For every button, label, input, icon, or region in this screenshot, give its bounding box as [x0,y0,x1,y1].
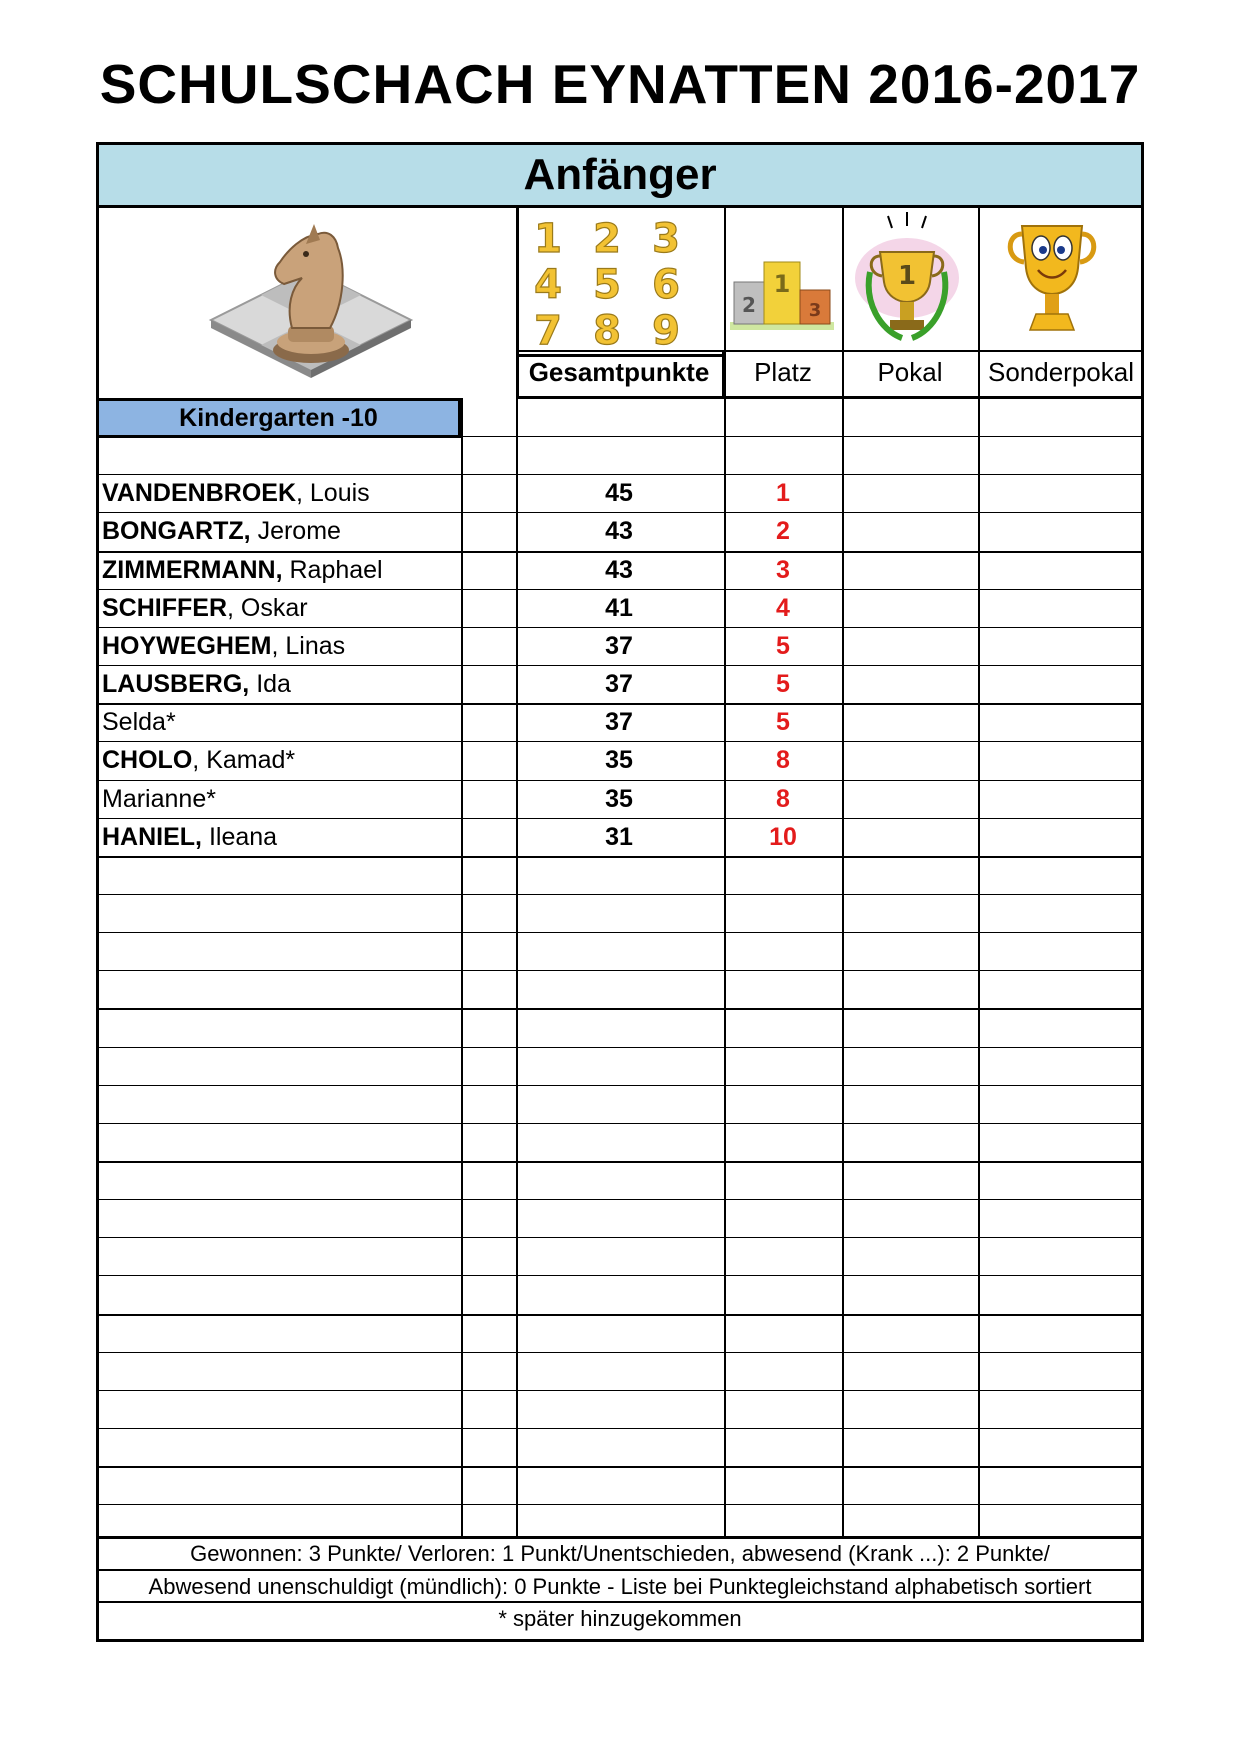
player-surname: HANIEL, [102,823,202,851]
chess-knight-icon [206,218,416,386]
row-rule [96,1199,1144,1200]
row-rule [96,1466,1144,1468]
row-rule [96,1161,1144,1163]
total-points: 37 [605,670,633,698]
player-name [102,629,345,663]
name-separator: , [227,594,241,622]
row-rule [96,1085,1144,1086]
svg-text:4: 4 [534,262,562,308]
svg-text:3: 3 [808,300,822,321]
svg-text:8: 8 [593,308,621,350]
player-name [102,553,383,587]
column-divider [461,398,463,1536]
column-header-place: Platz [754,357,812,387]
row-rule [96,512,1144,513]
player-given-name: Linas [285,632,346,660]
header-divider [842,208,844,398]
category-title: Anfänger [523,150,717,199]
svg-text:6: 6 [652,262,680,308]
name-separator [251,517,258,545]
total-points: 45 [605,479,633,507]
column-divider [842,398,844,1536]
player-surname: HOYWEGHEM [102,632,272,660]
name-separator: , [192,746,207,774]
player-surname: LAUSBERG, [102,670,250,698]
total-points: 37 [605,632,633,660]
player-name [102,476,370,510]
row-rule [96,1390,1144,1391]
svg-text:1: 1 [773,270,791,298]
svg-text:5: 5 [593,262,621,308]
row-rule [96,818,1144,819]
row-rule [96,970,1144,971]
player-surname: SCHIFFER [102,594,227,622]
place: 1 [776,479,790,507]
row-rule [96,932,1144,933]
podium-icon [726,234,838,334]
player-surname: CHOLO [102,746,193,774]
footer-rules-line-2: Abwesend unenschuldigt (mündlich): 0 Punkte - Liste bei Punktegleichstand alphabetisch sortiert [148,1574,1092,1599]
page-title: SCHULSCHACH EYNATTEN 2016-2017 [99,53,1141,115]
player-given-name: Jerome [257,517,341,545]
player-given-name: Ileana [208,823,278,851]
smiling-trophy-icon [992,212,1112,350]
row-rule [96,1314,1144,1316]
place: 8 [776,785,790,813]
row-rule [96,1123,1144,1124]
row-rule [96,1428,1144,1429]
group-label: Kindergarten -10 [179,404,378,432]
row-rule [96,1008,1144,1010]
header-rule [516,396,1144,399]
name-separator: , [296,479,310,507]
row-rule [96,665,1144,666]
player-name [102,820,277,854]
svg-text:2: 2 [593,216,621,262]
svg-text:3: 3 [652,216,680,262]
total-points: 43 [605,556,633,584]
footer-note: * später hinzugekommen [498,1606,742,1631]
player-name [102,514,341,548]
place: 10 [769,823,797,851]
row-rule [96,1504,1144,1505]
column-header-cup: Pokal [877,357,943,387]
name-separator: , [271,632,286,660]
player-name [102,743,295,777]
row-rule [96,894,1144,895]
total-points: 35 [605,746,633,774]
player-given-name: Louis [309,479,370,507]
row-rule [96,1237,1144,1238]
column-header-special-cup: Sonderpokal [988,357,1134,387]
row-rule [96,741,1144,742]
footer-rules-line-1: Gewonnen: 3 Punkte/ Verloren: 1 Punkt/Unentschieden, abwesend (Krank ...): 2 Punkte/ [190,1541,1050,1566]
column-header-total: Gesamtpunkte [528,357,710,387]
row-rule [96,780,1144,781]
trophy-laurel-icon [850,212,964,350]
player-name [102,705,176,739]
place: 4 [776,594,790,622]
total-points: 31 [605,823,633,851]
numbers-icon [518,208,696,350]
row-rule [96,1352,1144,1353]
row-rule [96,474,1144,475]
player-given-name: Marianne* [102,785,216,813]
total-points: 37 [605,708,633,736]
header-rule [516,350,1144,352]
total-points: 41 [605,594,633,622]
svg-text:2: 2 [742,293,756,317]
place: 3 [776,556,790,584]
svg-text:9: 9 [652,308,680,350]
player-given-name: Ida [256,670,291,698]
player-given-name: Oskar [240,594,308,622]
header-divider [978,208,980,398]
row-rule [96,627,1144,628]
player-surname: BONGARTZ, [102,517,251,545]
place: 5 [776,670,790,698]
player-surname: ZIMMERMANN, [102,556,283,584]
column-divider [978,398,980,1536]
header-divider [722,350,725,398]
header-divider [516,350,519,398]
player-given-name: Selda* [102,708,176,736]
row-rule [96,1275,1144,1276]
player-surname: VANDENBROEK [102,479,296,507]
row-rule [96,856,1144,858]
svg-text:1: 1 [534,216,562,262]
svg-text:7: 7 [534,308,562,350]
row-rule [96,589,1144,590]
player-given-name: Kamad* [206,746,296,774]
total-points: 43 [605,517,633,545]
place: 8 [776,746,790,774]
player-name [102,667,291,701]
total-points: 35 [605,785,633,813]
name-separator [202,823,209,851]
results-sheet [96,142,1144,1642]
header-rule [516,354,722,357]
svg-text:1: 1 [897,261,917,291]
place: 5 [776,708,790,736]
row-rule [96,1047,1144,1048]
player-name [102,782,216,816]
place: 5 [776,632,790,660]
player-given-name: Raphael [289,556,383,584]
row-rule [96,436,1144,437]
place: 2 [776,517,790,545]
player-name [102,591,308,625]
